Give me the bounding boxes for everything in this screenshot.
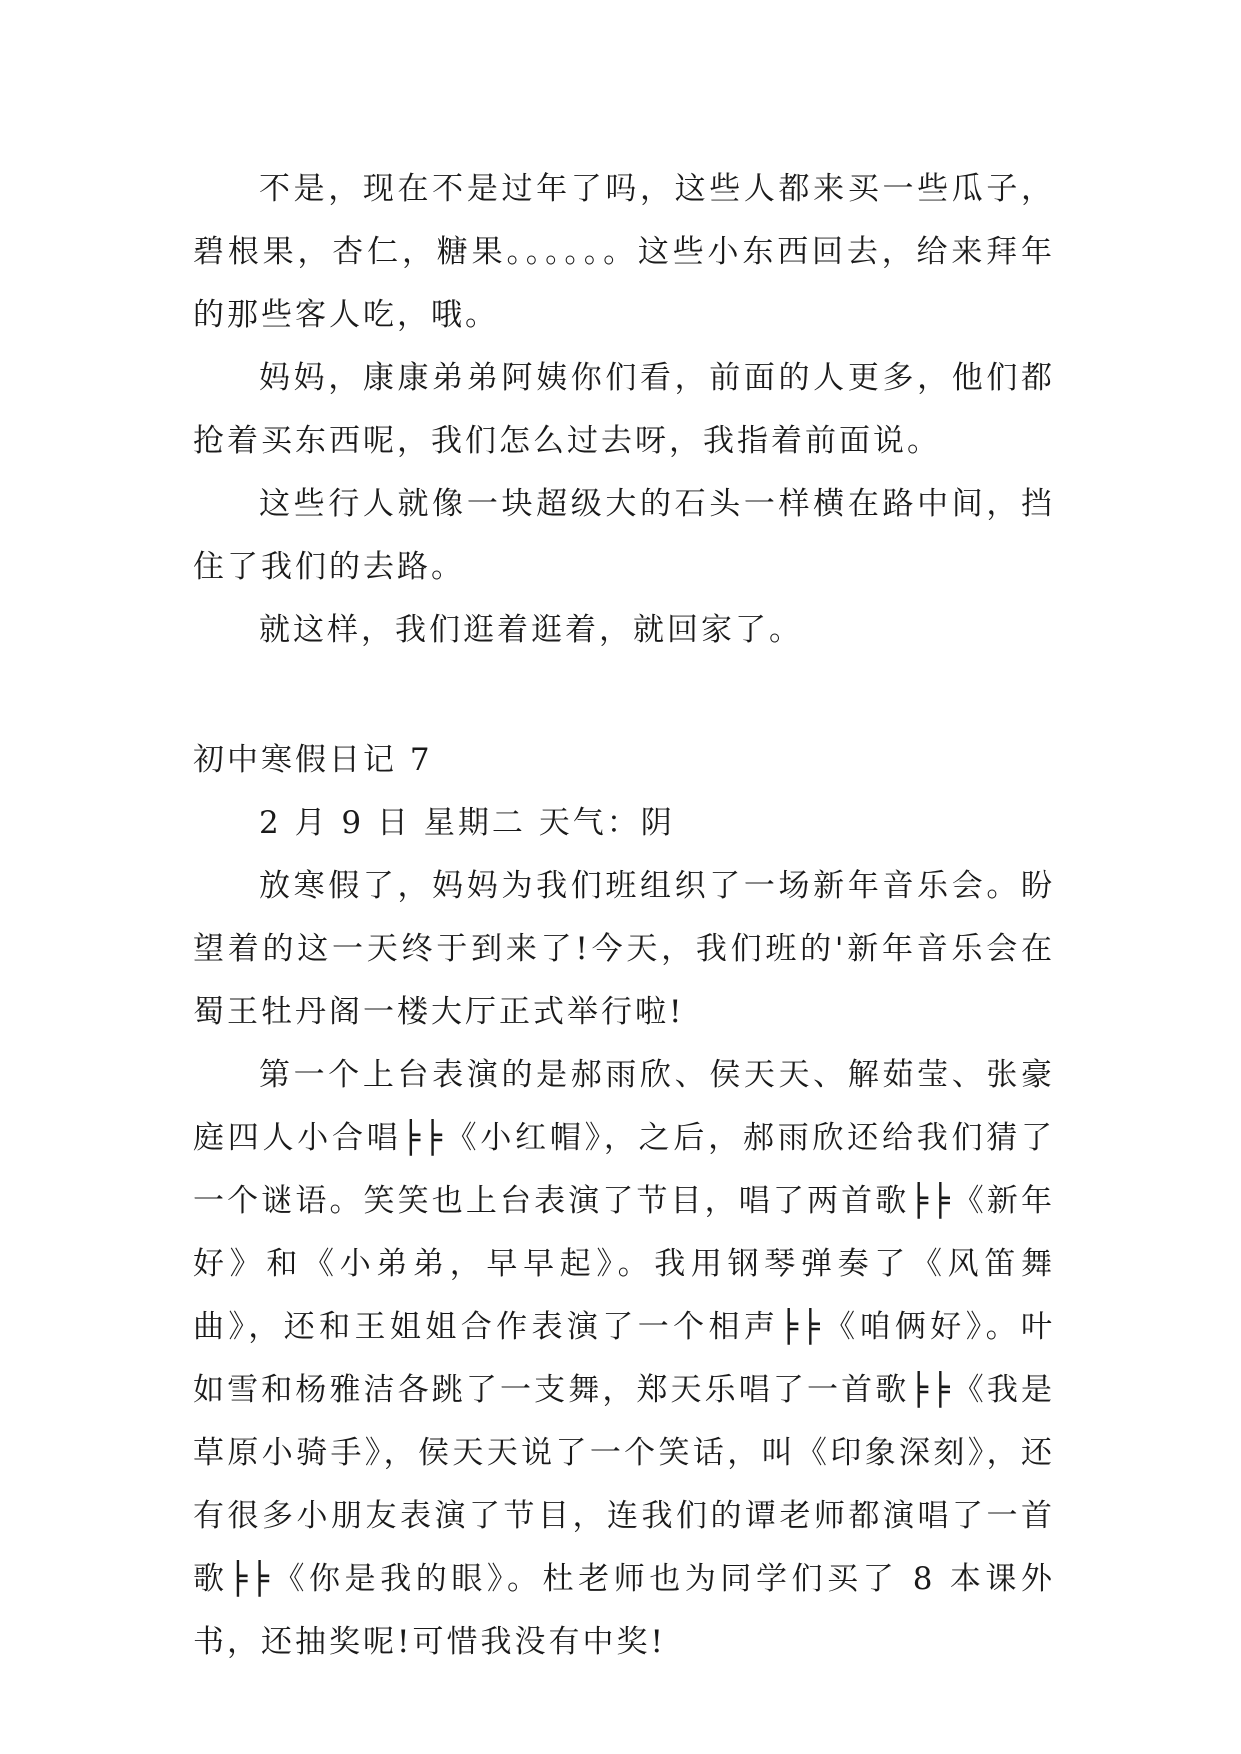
date-weather-line: 2 月 9 日 星期二 天气：阴 [259, 805, 675, 841]
diary-title: 初中寒假日记 7 [193, 742, 433, 778]
paragraph: 第一个上台表演的是郝雨欣、侯天天、解茹莹、张豪庭四人小合唱╞╞《小红帽》，之后，郝雨欣还给我们猜了一个谜语。笑笑也上台表演了节目，唱了两首歌╞╞《新年好》和《小弟弟，早早起》。我用钢琴弹奏了《风笛舞曲》，还和王姐姐合作表演了一个相声╞╞《咱俩好》。叶如雪和杨雅洁各跳了一支舞，郑天乐唱了一首歌╞╞《我是草原小骑手》，侯天天说了一个笑话，叫《印象深刻》，还有很多小朋友表演了节目，连我们的谭老师都演唱了一首歌╞╞《你是我的眼》。杜老师也为同学们买了 8 本课外书，还抽奖呢!可惜我没有中奖! [193, 1057, 1055, 1660]
paragraph: 放寒假了，妈妈为我们班组织了一场新年音乐会。盼望着的这一天终于到来了!今天，我们班的'新年音乐会在蜀王牡丹阁一楼大厅正式举行啦! [193, 868, 1055, 1030]
paragraph: 这些行人就像一块超级大的石头一样横在路中间，挡住了我们的去路。 [193, 486, 1055, 585]
paragraph: 不是，现在不是过年了吗，这些人都来买一些瓜子，碧根果，杏仁，糖果。。。。。。这些小东西回去，给来拜年的那些客人吃，哦。 [193, 171, 1055, 333]
paragraph: 就这样，我们逛着逛着，就回家了。 [259, 612, 803, 648]
document-body [193, 158, 1055, 1674]
paragraph: 妈妈，康康弟弟阿姨你们看，前面的人更多，他们都抢着买东西呢，我们怎么过去呀，我指着前面说。 [193, 360, 1055, 459]
section-spacer [193, 662, 1055, 729]
